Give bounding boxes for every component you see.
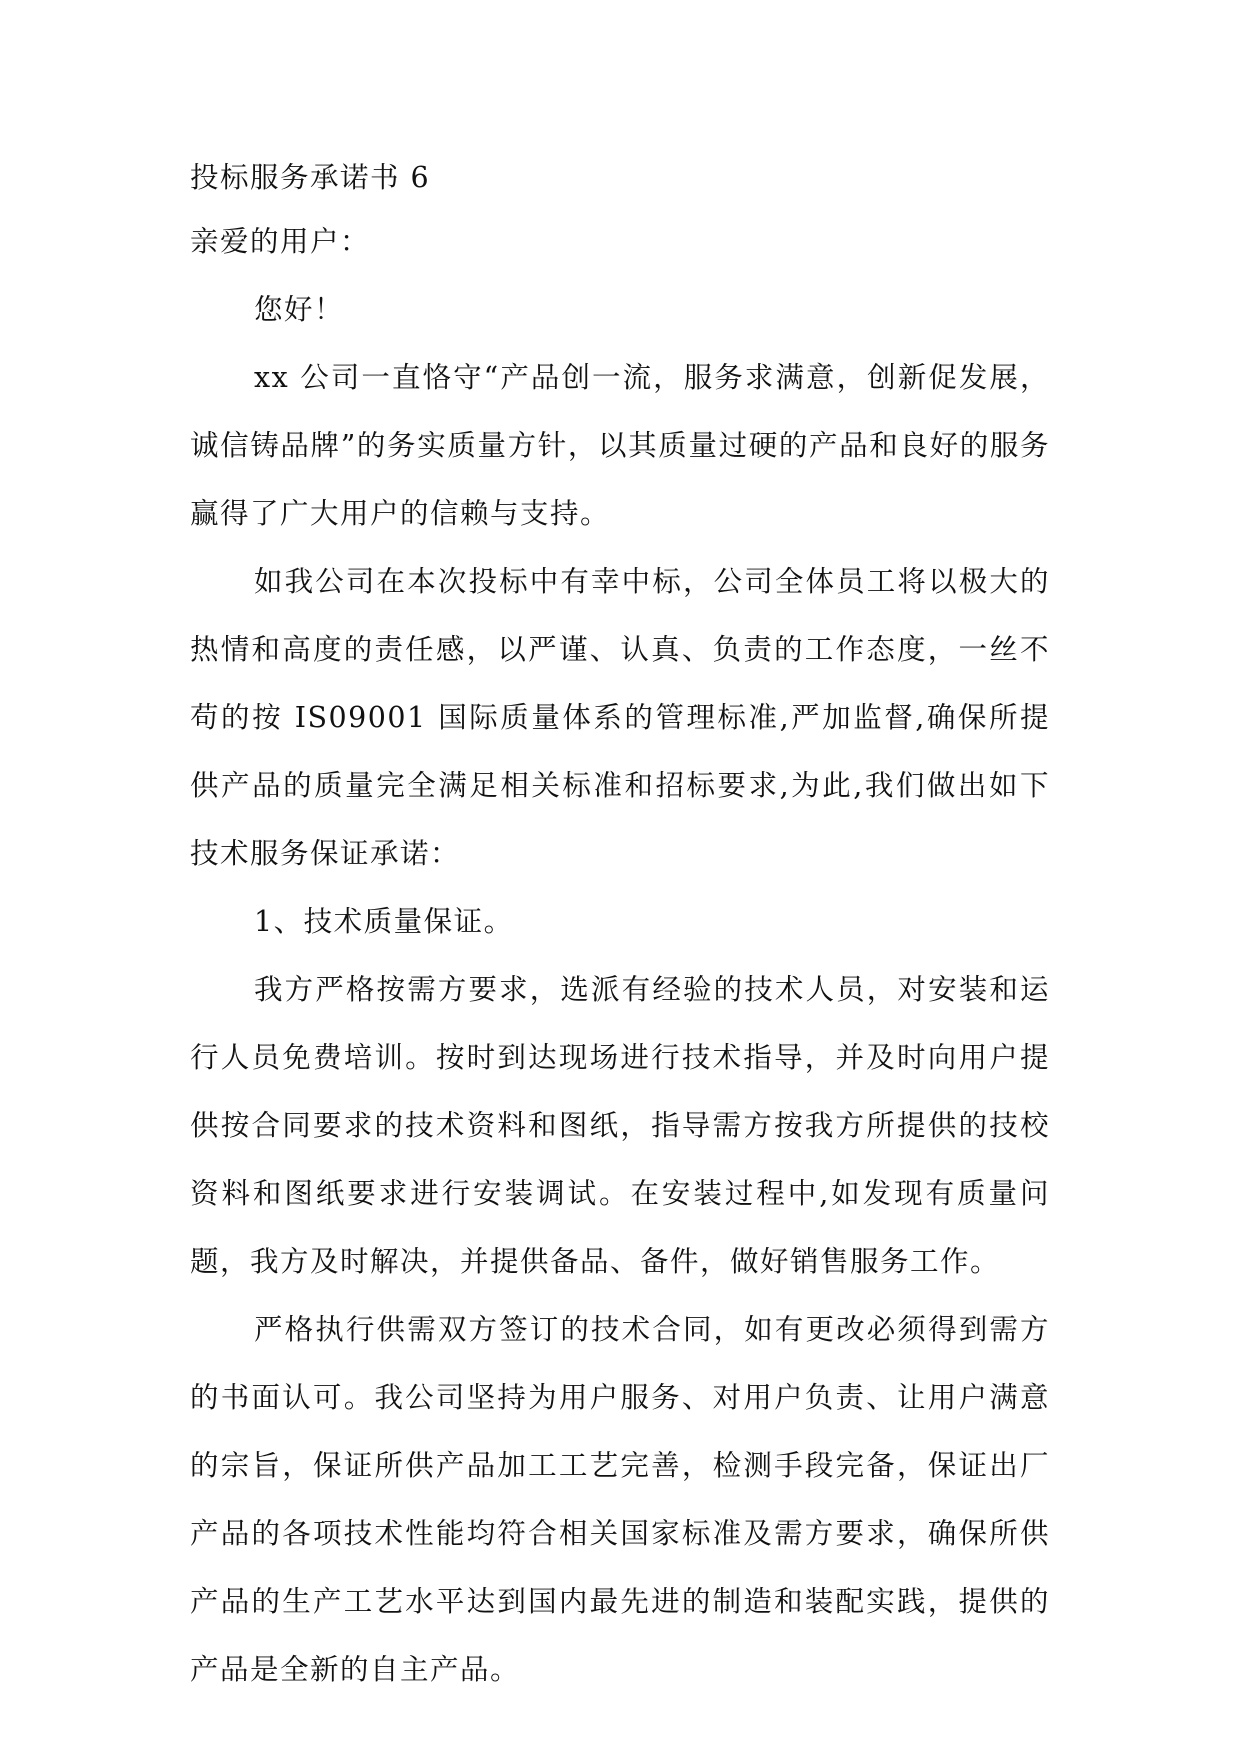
paragraph-contract-execution: 严格执行供需双方签订的技术合同，如有更改必须得到需方的书面认可。我公司坚持为用户服务、对用户负责、让用户满意的宗旨，保证所供产品加工工艺完善，检测手段完备，保证出厂产品的各项技术性能均符合相关国家标准及需方要求，确保所供产品的生产工艺水平达到国内最先进的制造和装配实践，提供的产品是全新的自主产品。 — [190, 1313, 1050, 1686]
greeting: 您好！ — [254, 293, 345, 326]
paragraph-company-intro: xx 公司一直恪守“产品创一流，服务求满意，创新促发展，诚信铸品牌”的务实质量方针，以其质量过硬的产品和良好的服务赢得了广大用户的信赖与支持。 — [190, 361, 1050, 530]
salutation: 亲爱的用户： — [190, 225, 371, 258]
paragraph-bid-commitment: 如我公司在本次投标中有幸中标，公司全体员工将以极大的热情和高度的责任感，以严谨、认真、负责的工作态度，一丝不苟的按 IS09001 国际质量体系的管理标准,严加监督,确保所提供产品的质量完全满足相关标准和招标要求,为此,我们做出如下技术服务保证承诺： — [190, 565, 1050, 870]
document-title: 投标服务承诺书 6 — [190, 161, 431, 194]
section-heading-quality: 1、技术质量保证。 — [254, 905, 514, 938]
document-page — [190, 160, 1050, 1704]
paragraph-technical-support: 我方严格按需方要求，选派有经验的技术人员，对安装和运行人员免费培训。按时到达现场进行技术指导，并及时向用户提供按合同要求的技术资料和图纸，指导需方按我方所提供的技校资料和图纸要求进行安装调试。在安装过程中,如发现有质量问题，我方及时解决，并提供备品、备件，做好销售服务工作。 — [190, 973, 1050, 1278]
